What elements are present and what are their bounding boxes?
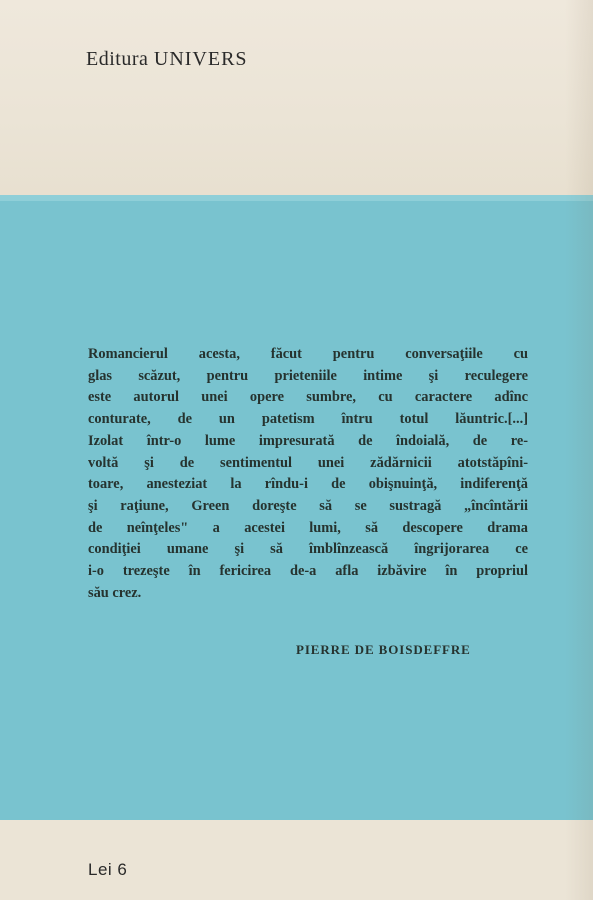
blurb-line: voltă şi de sentimentul unei zădărnicii atotstăpîni- bbox=[88, 454, 528, 471]
quote-author: PIERRE DE BOISDEFFRE bbox=[296, 642, 471, 657]
blurb-line: i-o trezeşte în fericirea de-a afla izbăvire în propriul bbox=[88, 563, 528, 580]
blurb-line: Izolat într-o lume impresurată de îndoială, de re- bbox=[88, 432, 528, 449]
publisher-imprint bbox=[86, 48, 248, 71]
blurb-line: de neînţeles" a acestei lumi, să descopere drama bbox=[88, 519, 528, 536]
blurb-line: său crez. bbox=[88, 584, 142, 601]
top-paper-band bbox=[0, 0, 593, 195]
blurb-line: este autorul unei opere sumbre, cu caractere adînc bbox=[88, 389, 528, 406]
blurb-line: toare, anesteziat la rîndu-i de obişnuinţă, indiferenţă bbox=[88, 476, 528, 493]
blurb-line: condiţiei umane şi să îmblînzească îngrijorarea ce bbox=[88, 541, 528, 558]
back-cover-blurb bbox=[88, 344, 528, 604]
blurb-line: Romancierul acesta, făcut pentru conversaţiile cu bbox=[88, 346, 528, 362]
publisher-name: UNIVERS bbox=[153, 48, 248, 70]
blurb-line: glas scăzut, pentru prieteniile intime şi reculegere bbox=[88, 367, 528, 384]
price-label: Lei 6 bbox=[88, 860, 128, 879]
blurb-line: conturate, de un patetism întru totul lăuntric.[...] bbox=[88, 411, 528, 428]
publisher-prefix: Editura bbox=[86, 48, 149, 70]
blurb-line: şi raţiune, Green doreşte să se sustragă „încîntării bbox=[88, 497, 528, 514]
